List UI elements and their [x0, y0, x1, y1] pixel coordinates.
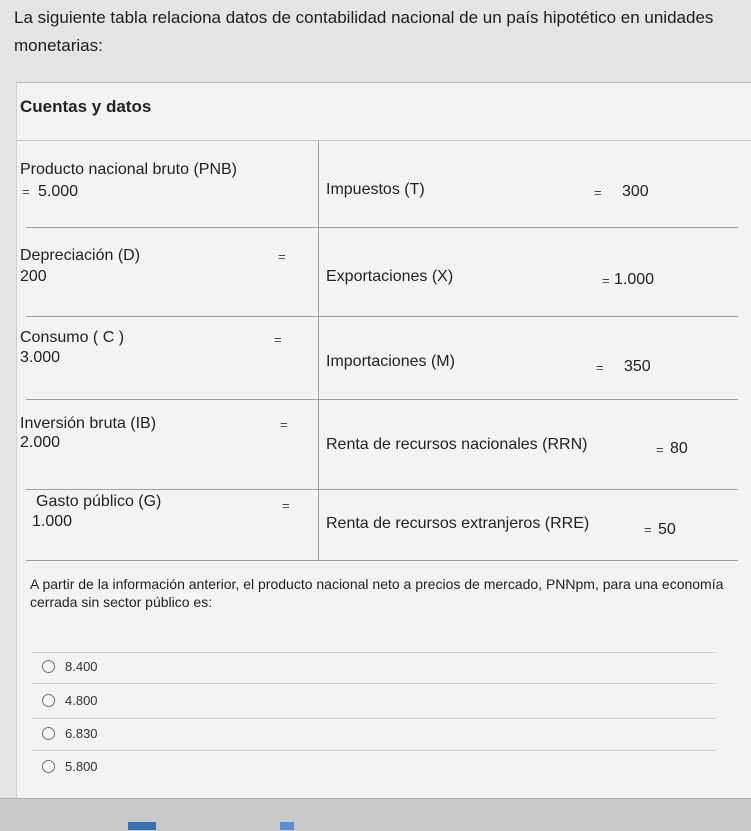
question-text: A partir de la información anterior, el producto nacional neto a precios de mercado, PNNpm, para una economía cerrada sin sector público es: — [30, 576, 724, 610]
exports-value: 1.000 — [614, 271, 655, 288]
table-title: Cuentas y datos — [20, 97, 152, 116]
depreciation-equals: = — [278, 249, 286, 264]
pnb-label: Producto nacional bruto (PNB) — [20, 161, 237, 178]
option-separator — [32, 718, 716, 719]
taskbar-icon[interactable] — [280, 822, 294, 830]
imports-label: Importaciones (M) — [326, 353, 455, 370]
rrn-value: 80 — [670, 440, 688, 457]
exports-label: Exportaciones (X) — [326, 268, 454, 285]
rre-equals: = — [644, 522, 652, 537]
row-divider — [26, 489, 738, 490]
answer-option-2[interactable] — [42, 690, 98, 710]
consumption-label: Consumo ( C ) — [20, 329, 125, 346]
option-separator — [32, 683, 716, 684]
pnb-value: 5.000 — [38, 183, 79, 200]
rrn-equals: = — [656, 442, 664, 457]
depreciation-value: 200 — [20, 268, 47, 285]
exports-equals: = — [602, 273, 610, 288]
public-spending-value: 1.000 — [32, 513, 73, 530]
imports-value: 350 — [624, 358, 651, 375]
question-intro: La siguiente tabla relaciona datos de contabilidad nacional de un país hipotético en unidades monetarias: — [14, 8, 714, 55]
answer-option-4[interactable] — [42, 756, 98, 776]
taskbar-icon[interactable] — [128, 822, 156, 830]
depreciation-label: Depreciación (D) — [20, 247, 141, 264]
accounts-table — [20, 141, 738, 561]
option-label: 6.830 — [65, 725, 98, 741]
row-divider — [26, 399, 738, 400]
row-divider — [26, 316, 738, 317]
option-label: 4.800 — [65, 692, 98, 708]
option-label: 8.400 — [65, 658, 98, 674]
option-label: 5.800 — [65, 758, 98, 774]
bottom-bar — [0, 798, 751, 831]
public-spending-equals: = — [282, 498, 290, 513]
row-divider — [26, 227, 738, 228]
pnb-equals: = — [22, 184, 30, 199]
taxes-equals: = — [594, 185, 602, 200]
option-separator — [32, 652, 716, 653]
radio-button[interactable] — [42, 727, 55, 740]
rre-value: 50 — [658, 521, 676, 538]
taxes-value: 300 — [622, 183, 649, 200]
imports-equals: = — [596, 360, 604, 375]
public-spending-label: Gasto público (G) — [36, 493, 162, 510]
taxes-label: Impuestos (T) — [326, 181, 425, 198]
radio-button[interactable] — [42, 660, 55, 673]
radio-button[interactable] — [42, 760, 55, 773]
gross-investment-value: 2.000 — [20, 434, 61, 451]
gross-investment-equals: = — [280, 417, 288, 432]
rre-label: Renta de recursos extranjeros (RRE) — [326, 515, 590, 532]
answer-option-1[interactable] — [42, 656, 98, 676]
option-separator — [32, 750, 716, 751]
radio-button[interactable] — [42, 694, 55, 707]
consumption-value: 3.000 — [20, 349, 61, 366]
consumption-equals: = — [274, 332, 282, 347]
rrn-label: Renta de recursos nacionales (RRN) — [326, 436, 588, 453]
gross-investment-label: Inversión bruta (IB) — [20, 415, 157, 432]
column-divider — [318, 141, 319, 560]
answer-option-3[interactable] — [42, 723, 98, 743]
